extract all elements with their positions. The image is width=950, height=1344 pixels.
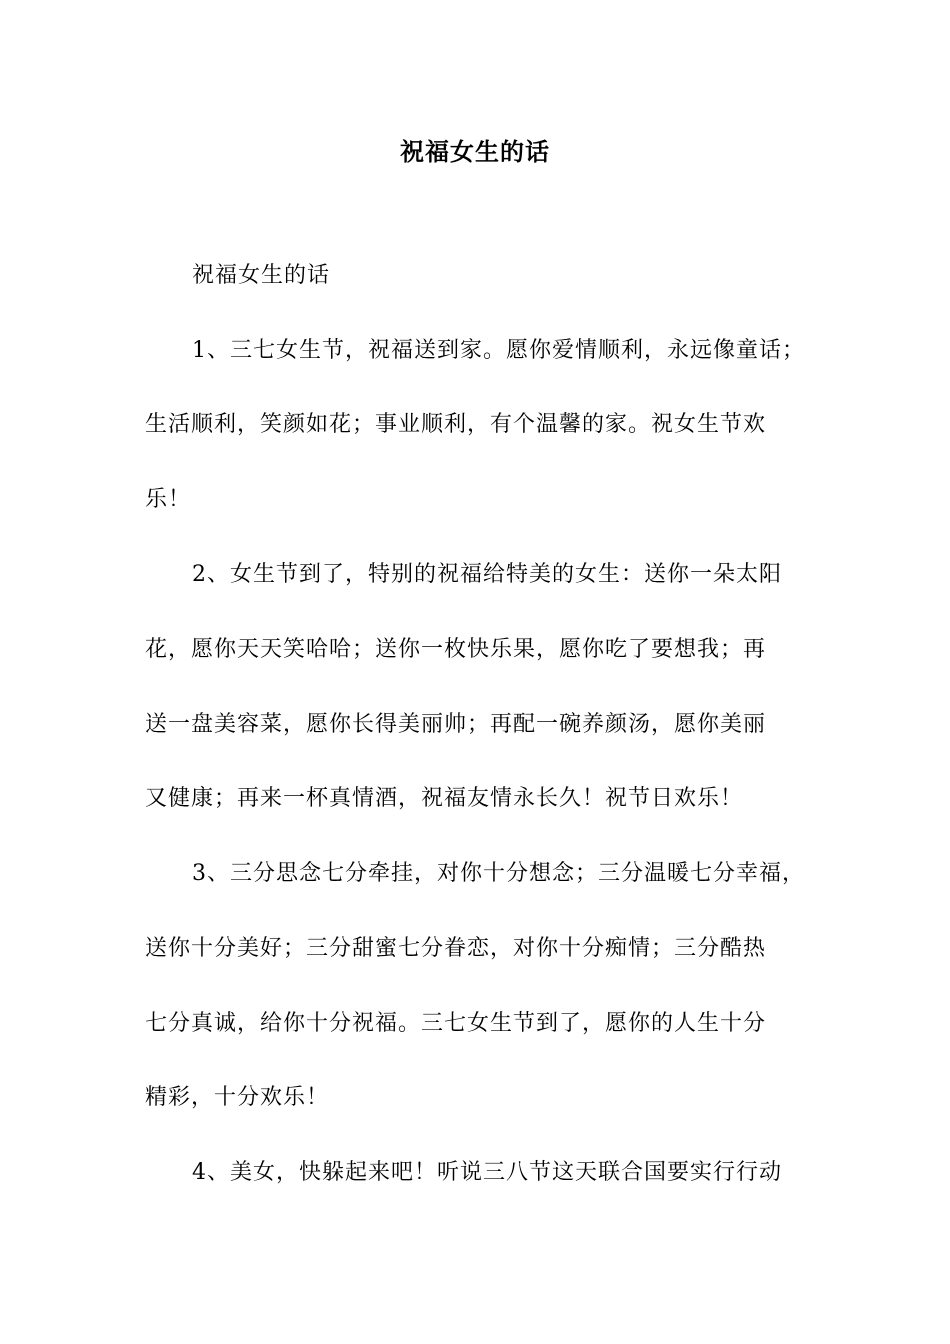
paragraph-2-line-1: 2、女生节到了，特别的祝福给特美的女生：送你一朵太阳 bbox=[192, 562, 782, 587]
paragraph-3-line-3: 七分真诚，给你十分祝福。三七女生节到了，愿你的人生十分 bbox=[145, 1011, 767, 1036]
paragraph-2-line-4: 又健康；再来一杯真情酒，祝福友情永长久！祝节日欢乐！ bbox=[145, 786, 744, 811]
paragraph-4-line-1: 4、美女，快躲起来吧！听说三八节这天联合国要实行行动 bbox=[192, 1160, 782, 1185]
document-subtitle: 祝福女生的话 bbox=[192, 263, 331, 288]
paragraph-2-line-2: 花，愿你天天笑哈哈；送你一枚快乐果，愿你吃了要想我；再 bbox=[145, 637, 767, 662]
paragraph-1-line-1: 1、三七女生节，祝福送到家。愿你爱情顺利，永远像童话； bbox=[192, 338, 805, 363]
paragraph-3-line-1: 3、三分思念七分牵挂，对你十分想念；三分温暖七分幸福， bbox=[192, 861, 805, 886]
paragraph-3-line-2: 送你十分美好；三分甜蜜七分眷恋，对你十分痴情；三分酷热 bbox=[145, 936, 767, 961]
paragraph-1-line-3: 乐！ bbox=[145, 487, 192, 512]
document-title: 祝福女生的话 bbox=[400, 137, 550, 166]
paragraph-1-line-2: 生活顺利，笑颜如花；事业顺利，有个温馨的家。祝女生节欢 bbox=[145, 412, 767, 437]
paragraph-2-line-3: 送一盘美容菜，愿你长得美丽帅；再配一碗养颜汤，愿你美丽 bbox=[145, 712, 767, 737]
paragraph-3-line-4: 精彩，十分欢乐！ bbox=[145, 1085, 330, 1110]
